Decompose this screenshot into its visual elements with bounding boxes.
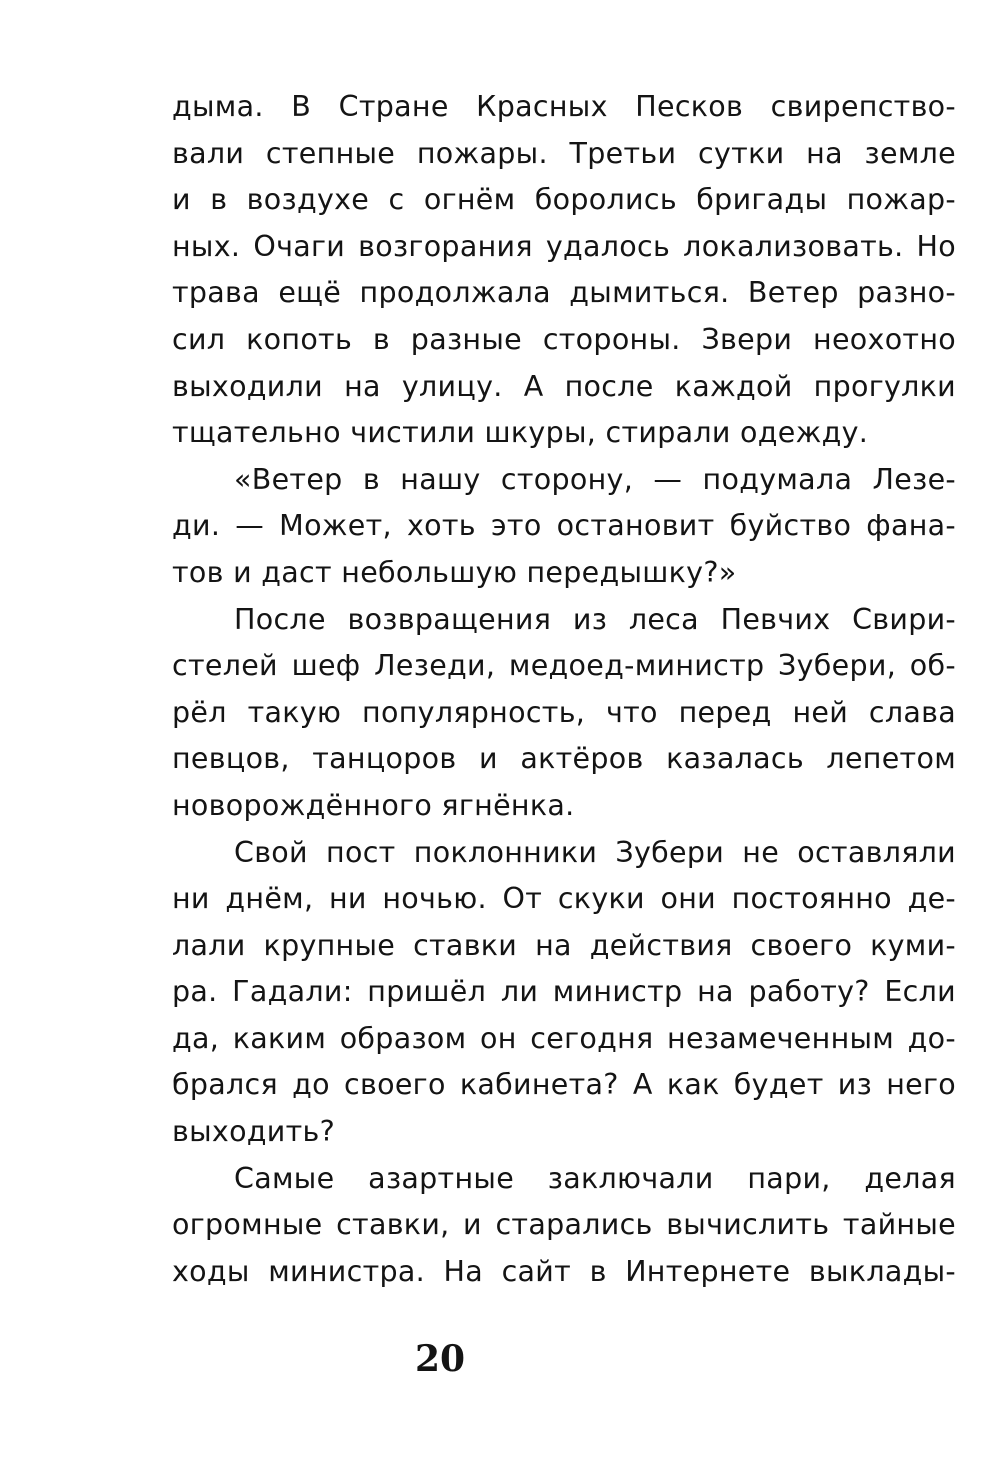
text-line: После возвращения из леса Певчих Свири-: [234, 602, 956, 636]
text-line: сил копоть в разные стороны. Звери неохотно: [172, 322, 956, 356]
text-line: трава ещё продолжала дымиться. Ветер разно-: [172, 276, 956, 310]
text-line: певцов, танцоров и актёров казалась лепетом: [172, 742, 956, 776]
text-line: дыма. В Стране Красных Песков свирепство-: [172, 90, 956, 123]
text-line: выходить?: [172, 1115, 336, 1149]
text-line: ни днём, ни ночью. От скуки они постоянно де-: [172, 882, 956, 916]
text-line: и в воздухе с огнём боролись бригады пожар-: [172, 183, 956, 217]
text-line: «Ветер в нашу сторону, — подумала Лезе-: [234, 462, 956, 496]
text-line: огромные ставки, и старались вычислить тайные: [172, 1208, 956, 1242]
body-text: [172, 84, 956, 1295]
text-line: тов и даст небольшую передышку?»: [172, 555, 737, 589]
text-line: Самые азартные заключали пари, делая: [234, 1161, 956, 1195]
text-line: брался до своего кабинета? А как будет из него: [172, 1068, 956, 1102]
text-line: тщательно чистили шкуры, стирали одежду.: [172, 416, 869, 450]
text-line: ных. Очаги возгорания удалось локализовать. Но: [172, 229, 956, 263]
text-line: ра. Гадали: пришёл ли министр на работу? Если: [172, 975, 956, 1009]
text-line: новорождённого ягнёнка.: [172, 788, 575, 822]
text-line: стелей шеф Лезеди, медоед-министр Зубери, об-: [172, 649, 956, 683]
text-line: ди. — Может, хоть это остановит буйство фана-: [172, 509, 956, 543]
page-number: 20: [414, 1338, 466, 1380]
text-line: рёл такую популярность, что перед ней слава: [172, 695, 956, 729]
text-line: лали крупные ставки на действия своего куми-: [172, 928, 956, 962]
text-line: да, каким образом он сегодня незамеченным до-: [172, 1021, 956, 1055]
text-line: вали степные пожары. Третьи сутки на земле: [172, 136, 956, 170]
text-line: выходили на улицу. А после каждой прогулки: [172, 369, 956, 403]
text-line: Свой пост поклонники Зубери не оставляли: [234, 835, 956, 869]
text-line: ходы министра. На сайт в Интернете выклады-: [172, 1254, 956, 1288]
